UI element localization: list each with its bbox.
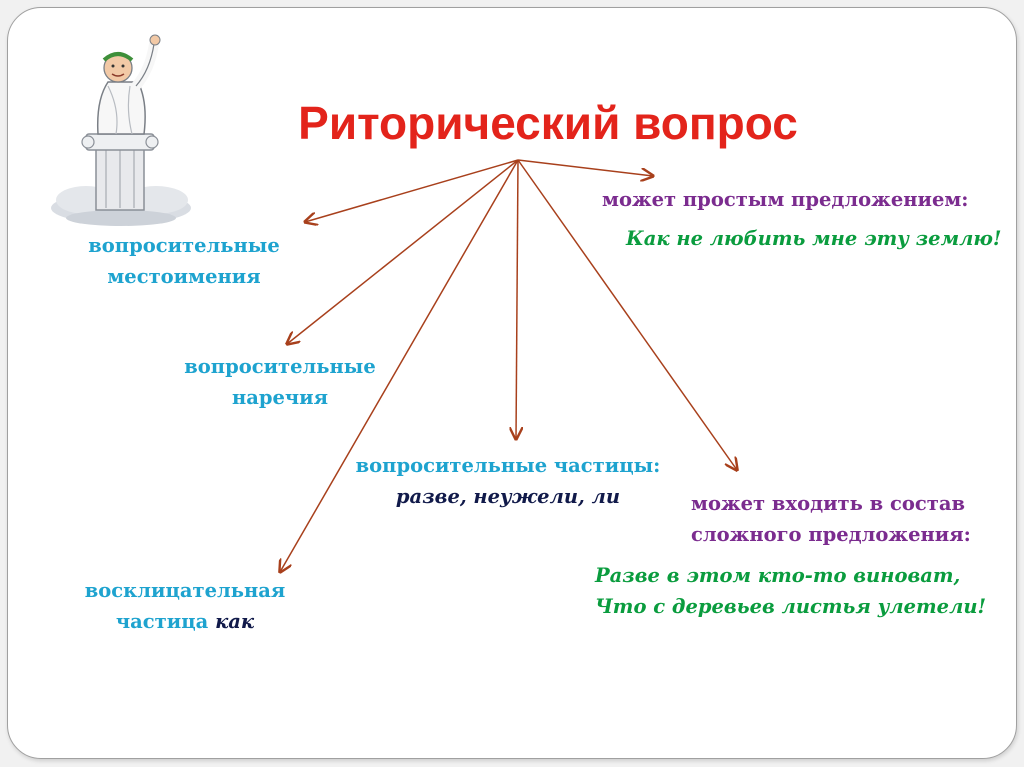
exclamatory-prefix: частица: [115, 610, 216, 633]
particles-example: разве, неужели, ли: [395, 485, 621, 508]
particles-heading: вопросительные частицы:: [355, 454, 661, 477]
pronouns-line2: местоимения: [107, 265, 261, 288]
arrow-to-adverbs: [287, 160, 518, 344]
arrow-to-pronouns: [305, 160, 518, 222]
slide-title: Риторический вопрос: [298, 97, 798, 149]
pronouns-line1: вопросительные: [88, 234, 280, 257]
exclamatory-label: [70, 575, 300, 637]
exclamatory-line2: [70, 606, 300, 637]
complex-sentence-line2: сложного предложения:: [691, 523, 971, 546]
exclamatory-word: как: [215, 610, 255, 633]
particles-label: [338, 450, 678, 512]
complex-sentence-line1: может входить в состав: [691, 492, 966, 515]
arrow-to-particles: [516, 160, 518, 439]
adverbs-line2: наречия: [231, 386, 329, 409]
pronouns-label: [74, 230, 294, 292]
complex-sentence-example2: Что с деревьев листья улетели!: [595, 595, 987, 618]
adverbs-label: [170, 351, 390, 413]
exclamatory-line1: восклицательная: [84, 579, 286, 602]
complex-sentence-example1: Разве в этом кто-то виноват,: [595, 564, 961, 587]
slide: [7, 7, 1017, 759]
simple-sentence-heading: может простым предложением:: [602, 188, 969, 211]
adverbs-line1: вопросительные: [184, 355, 376, 378]
branch-arrows: [8, 8, 1016, 758]
simple-sentence-example: Как не любить мне эту землю!: [626, 227, 1002, 250]
arrow-to-simple-sentence: [518, 160, 653, 176]
